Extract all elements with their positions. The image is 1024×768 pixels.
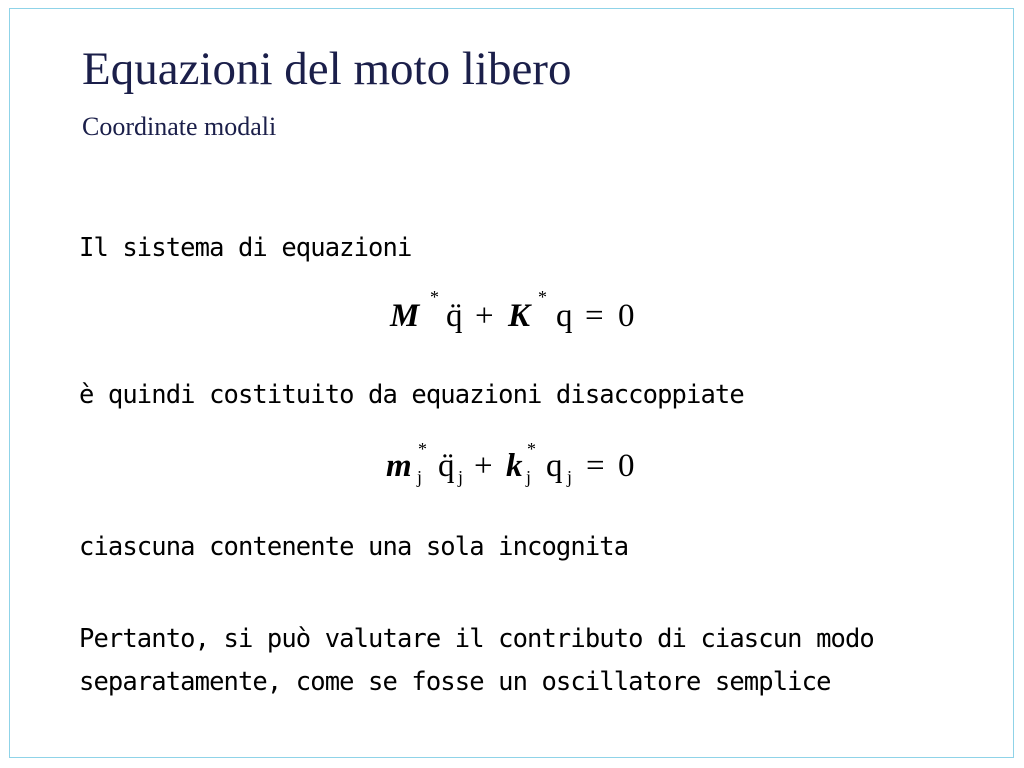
conclusion-line-1: Pertanto, si può valutare il contributo di ciascun modo: [79, 624, 874, 654]
modal-acceleration-symbol: q̈: [438, 448, 455, 484]
acceleration-symbol: q̈: [446, 298, 463, 334]
single-unknown-text: ciascuna contenente una sola incognita: [79, 532, 629, 562]
uncoupled-text: è quindi costituito da equazioni disaccoppiate: [79, 380, 744, 410]
slide-subtitle: Coordinate modali: [82, 112, 277, 141]
zero-value: 0: [618, 298, 635, 334]
modal-displacement-index: j: [567, 467, 573, 487]
stiffness-matrix-symbol: K: [508, 298, 531, 334]
slide-title: Equazioni del moto libero: [82, 43, 572, 95]
modal-mass-star: *: [418, 439, 427, 459]
modal-mass-index: j: [417, 467, 423, 487]
modal-acceleration-index: j: [458, 467, 464, 487]
equals-sign: =: [586, 448, 605, 484]
plus-sign: +: [474, 448, 493, 484]
modal-stiffness-index: j: [526, 467, 532, 487]
zero-value: 0: [618, 448, 635, 484]
mass-matrix-star: *: [430, 287, 439, 307]
mass-matrix-symbol: M: [390, 298, 420, 334]
modal-displacement-symbol: q: [546, 448, 563, 484]
modal-equation: [386, 439, 656, 496]
displacement-symbol: q: [556, 298, 573, 334]
modal-mass-symbol: m: [386, 448, 412, 484]
intro-text: Il sistema di equazioni: [79, 233, 412, 263]
equals-sign: =: [585, 298, 604, 334]
modal-stiffness-star: *: [527, 439, 536, 459]
conclusion-line-2: separatamente, come se fosse un oscillatore semplice: [79, 667, 831, 697]
matrix-equation: [390, 287, 650, 346]
plus-sign: +: [475, 298, 494, 334]
modal-stiffness-symbol: k: [506, 448, 523, 484]
stiffness-matrix-star: *: [538, 287, 547, 307]
